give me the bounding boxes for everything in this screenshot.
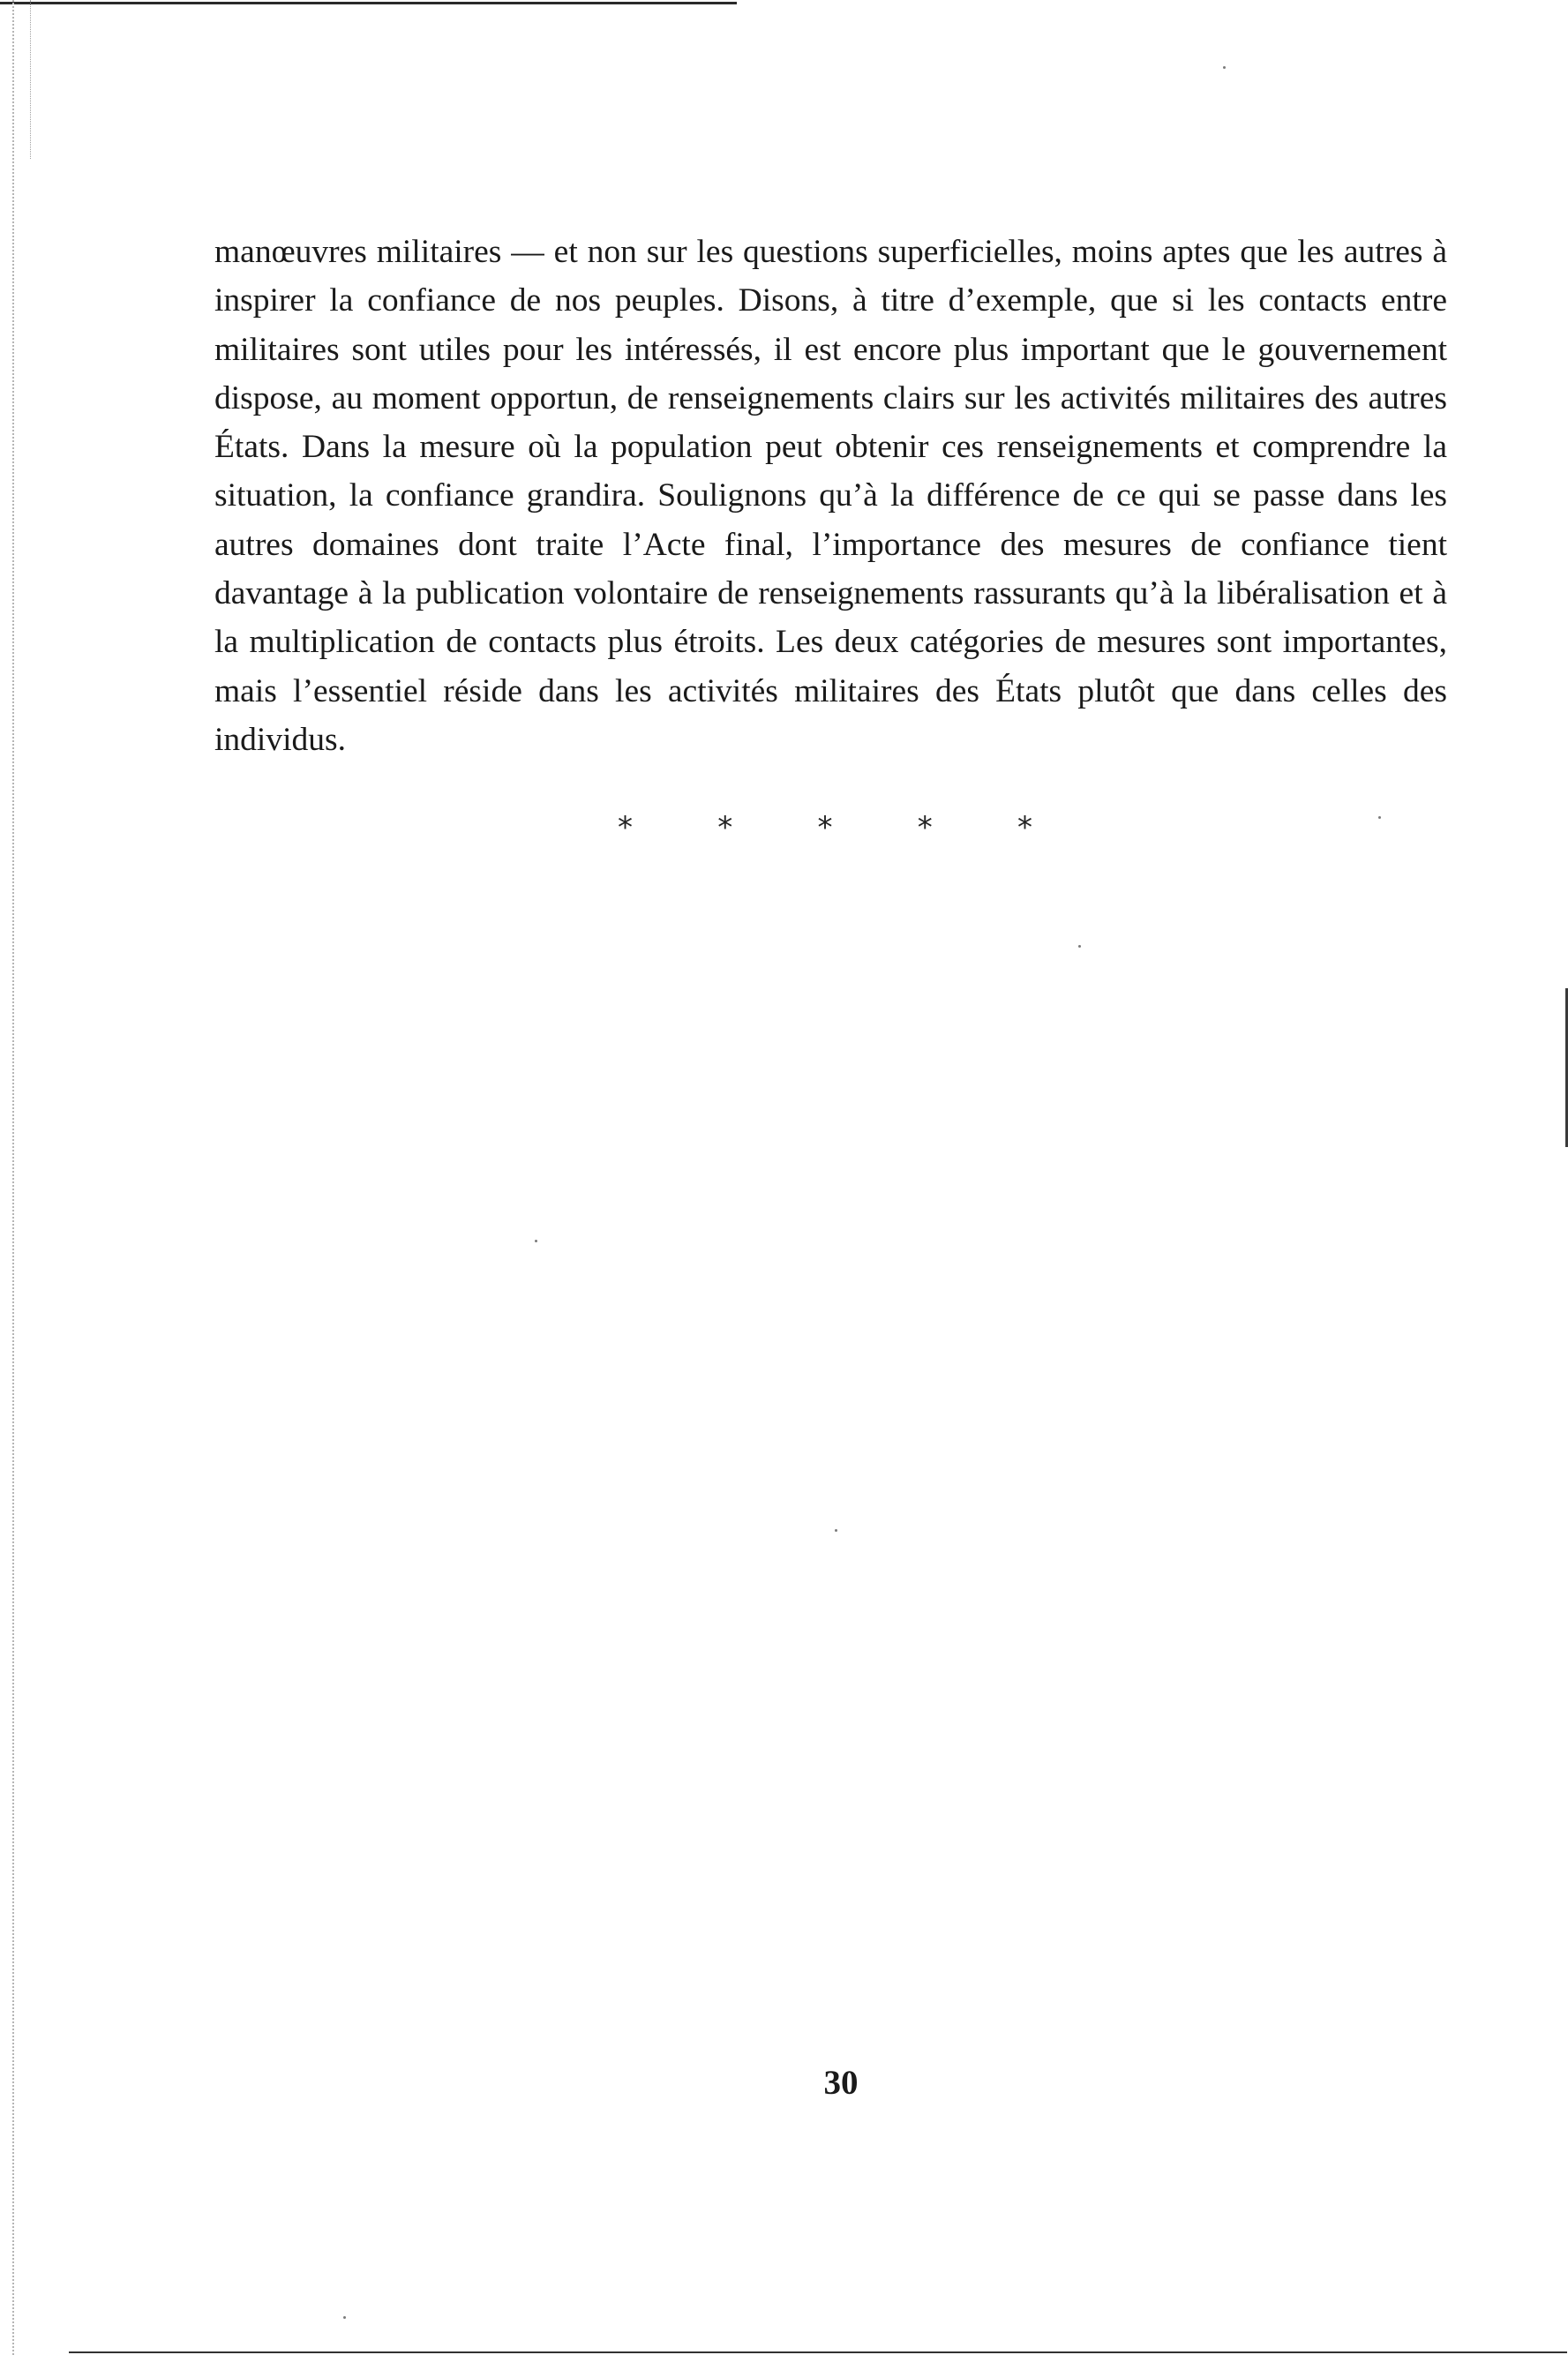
separator-star: * [717, 810, 733, 845]
scan-speck [835, 1529, 837, 1532]
body-paragraph: manœuvres militaires — et non sur les questions superficielles, moins aptes que les autres à inspirer la confiance de nos peuples. Disons, à titre d’exemple, que si les contacts entre militaires sont utiles pour les intéressés, il est encore plus important que le gouvernement dispose, au moment opportun, de renseignements clairs sur les activités militaires des autres États. Dans la mesure où la population peut obtenir ces renseignements et comprendre la situation, la confiance grandira. Soulignons qu’à la différence de ce qui se passe dans les autres domaines dont traite l’Acte final, l’importance des mesures de confiance tient davantage à la publication volontaire de renseignements rassurants qu’à la libéralisation et à la multiplication de contacts plus étroits. Les deux catégories de mesures sont importantes, mais l’essentiel réside dans les activités militaires des États plutôt que dans celles des individus. [214, 234, 1447, 758]
separator-star: * [917, 810, 933, 845]
scan-left-edge-mark [30, 0, 31, 159]
page-number: 30 [823, 2064, 859, 2102]
separator-star: * [1017, 810, 1032, 845]
scan-speck [535, 1240, 537, 1242]
top-edge-rule [0, 2, 737, 4]
separator-star: * [618, 810, 633, 845]
scan-left-edge [12, 0, 14, 2355]
scan-speck [1378, 816, 1381, 819]
separator-star: * [817, 810, 833, 845]
scan-speck [343, 2316, 346, 2319]
section-separator [618, 810, 1032, 845]
scan-speck [1078, 945, 1081, 948]
scan-speck [1223, 66, 1226, 69]
bottom-edge-rule [69, 2351, 1567, 2353]
